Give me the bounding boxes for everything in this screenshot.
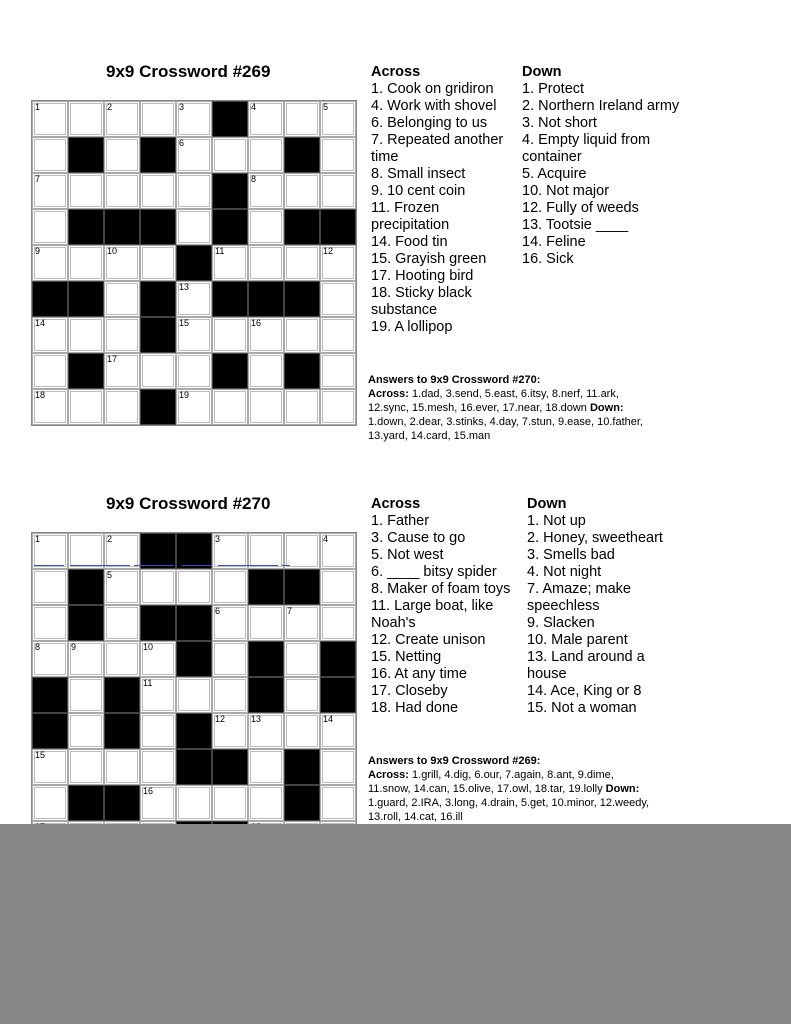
grid-cell[interactable] — [176, 353, 212, 389]
puzzle-2-answers — [368, 754, 698, 824]
down-clue: 12. Fully of weeds — [522, 200, 639, 216]
grid-cell[interactable] — [248, 713, 284, 749]
black-square — [212, 353, 248, 389]
grid-cell[interactable] — [104, 641, 140, 677]
black-square — [68, 605, 104, 641]
grid-cell[interactable] — [320, 353, 356, 389]
black-square — [140, 605, 176, 641]
clue-number: 5 — [107, 570, 113, 580]
clue-number: 6 — [215, 606, 221, 616]
grid-cell[interactable] — [104, 569, 140, 605]
down-clue: 3. Smells bad — [527, 547, 615, 563]
black-square — [176, 533, 212, 569]
answers-heading: Answers to 9x9 Crossword #269: — [368, 755, 541, 767]
clue-number: 9 — [35, 246, 41, 256]
answers-text: 1.dad, 3.send, 5.east, 6.itsy, 8.nerf, 11.ark, — [408, 388, 619, 400]
clue-number: 3 — [215, 534, 221, 544]
answers-line — [368, 810, 698, 824]
grid-cell[interactable] — [104, 281, 140, 317]
down-clue: 1. Protect — [522, 81, 585, 97]
grid-cell[interactable] — [176, 101, 212, 137]
across-clue: time — [371, 149, 399, 165]
black-square — [284, 785, 320, 821]
grid-cell[interactable] — [140, 641, 176, 677]
grid-cell[interactable] — [212, 641, 248, 677]
grid-cell[interactable] — [320, 605, 356, 641]
across-clue: 17. Closeby — [371, 683, 448, 699]
down-clue: 3. Not short — [522, 115, 597, 131]
down-clue: 2. Honey, sweetheart — [527, 530, 663, 546]
answers-text: 1.guard, 2.IRA, 3.long, 4.drain, 5.get, 10.minor, 12.weedy, — [368, 797, 650, 809]
grid-cell[interactable] — [104, 389, 140, 425]
puzzle-1-across-clues — [371, 64, 521, 336]
answers-text: 12.sync, 15.mesh, 16.ever, 17.near, 18.down — [368, 402, 590, 414]
down-clue: 10. Not major — [522, 183, 610, 199]
grid-cell[interactable] — [212, 605, 248, 641]
grid-cell[interactable] — [212, 389, 248, 425]
grid-cell[interactable] — [248, 785, 284, 821]
answers-line — [368, 429, 698, 443]
black-square — [284, 569, 320, 605]
grid-cell[interactable] — [284, 641, 320, 677]
black-square — [284, 137, 320, 173]
across-clue: Noah's — [371, 615, 416, 631]
black-square — [320, 641, 356, 677]
grid-cell[interactable] — [68, 641, 104, 677]
clue-number: 2 — [107, 102, 113, 112]
down-clue: 1. Not up — [527, 513, 586, 529]
grid-cell[interactable] — [140, 569, 176, 605]
answers-label: Across: — [368, 769, 409, 781]
grid-cell[interactable] — [68, 317, 104, 353]
clue-number: 15 — [179, 318, 190, 328]
across-clue: 5. Not west — [371, 547, 444, 563]
grid-cell[interactable] — [104, 605, 140, 641]
down-clue: 16. Sick — [522, 251, 574, 267]
grid-cell[interactable] — [32, 533, 68, 569]
clue-number: 1 — [35, 534, 41, 544]
grid-cell[interactable] — [32, 353, 68, 389]
grid-cell[interactable] — [32, 101, 68, 137]
grid-cell[interactable] — [32, 137, 68, 173]
puzzle-1-grid — [31, 100, 357, 426]
grid-cell[interactable] — [104, 353, 140, 389]
grid-cell[interactable] — [320, 245, 356, 281]
clue-number: 14 — [323, 714, 334, 724]
grid-cell[interactable] — [140, 173, 176, 209]
grid-cell[interactable] — [212, 785, 248, 821]
across-clue: 18. Sticky black — [371, 285, 472, 301]
down-clue: 7. Amaze; make — [527, 581, 631, 597]
across-heading: Across — [371, 64, 421, 80]
across-clue: 8. Small insect — [371, 166, 466, 182]
grid-cell[interactable] — [68, 713, 104, 749]
grid-cell[interactable] — [284, 101, 320, 137]
black-square — [32, 677, 68, 713]
black-square — [212, 209, 248, 245]
grid-cell[interactable] — [176, 785, 212, 821]
answers-line — [368, 782, 698, 796]
black-square — [284, 209, 320, 245]
grid-cell[interactable] — [176, 389, 212, 425]
answers-down-label: Down: — [605, 783, 640, 795]
puzzle-2-title: 9x9 Crossword #270 — [106, 494, 271, 513]
grid-cell[interactable] — [68, 389, 104, 425]
grid-cell[interactable] — [212, 677, 248, 713]
grid-cell[interactable] — [212, 245, 248, 281]
grid-cell[interactable] — [140, 245, 176, 281]
down-heading: Down — [522, 64, 562, 80]
down-clue: house — [527, 666, 567, 682]
across-clue: 1. Cook on gridiron — [371, 81, 494, 97]
clue-number: 12 — [323, 246, 334, 256]
grid-cell[interactable] — [140, 785, 176, 821]
black-square — [176, 749, 212, 785]
clue-number: 16 — [143, 786, 154, 796]
across-clue: 8. Maker of foam toys — [371, 581, 511, 597]
clue-number: 13 — [251, 714, 262, 724]
clue-number: 6 — [179, 138, 185, 148]
black-square — [176, 713, 212, 749]
grid-cell[interactable] — [284, 677, 320, 713]
puzzle-2-grid — [31, 532, 357, 858]
black-square — [284, 353, 320, 389]
black-square — [140, 389, 176, 425]
grid-cell[interactable] — [248, 245, 284, 281]
grid-cell[interactable] — [212, 569, 248, 605]
grid-cell[interactable] — [68, 677, 104, 713]
black-square — [284, 749, 320, 785]
answers-line — [368, 796, 698, 810]
clue-number: 11 — [143, 678, 153, 688]
answers-text: 1.down, 2.dear, 3.stinks, 4.day, 7.stun, 9.ease, 10.father, — [368, 416, 643, 428]
grey-overlay — [0, 824, 791, 1024]
black-square — [284, 281, 320, 317]
down-clue: speechless — [527, 598, 600, 614]
grid-cell[interactable] — [32, 389, 68, 425]
clue-number: 4 — [251, 102, 257, 112]
grid-cell[interactable] — [140, 713, 176, 749]
grid-cell[interactable] — [32, 209, 68, 245]
clue-number: 8 — [35, 642, 41, 652]
grid-cell[interactable] — [140, 749, 176, 785]
across-clue: 12. Create unison — [371, 632, 486, 648]
down-clue: 14. Feline — [522, 234, 586, 250]
down-clue: 4. Empty liquid from — [522, 132, 651, 148]
clue-number: 12 — [215, 714, 226, 724]
clue-number: 16 — [251, 318, 262, 328]
clue-number: 8 — [251, 174, 257, 184]
grid-cell[interactable] — [104, 137, 140, 173]
black-square — [140, 533, 176, 569]
answers-text: 13.yard, 14.card, 15.man — [368, 430, 491, 442]
grid-cell[interactable] — [68, 533, 104, 569]
black-square — [32, 713, 68, 749]
black-square — [68, 785, 104, 821]
grid-cell[interactable] — [68, 245, 104, 281]
clue-number: 5 — [323, 102, 329, 112]
answers-line — [368, 387, 698, 401]
grid-cell[interactable] — [284, 317, 320, 353]
answers-line — [368, 415, 698, 429]
grid-cell[interactable] — [176, 677, 212, 713]
across-clue: 14. Food tin — [371, 234, 448, 250]
black-square — [320, 677, 356, 713]
puzzle-1-down-clues — [522, 64, 722, 268]
down-heading: Down — [527, 496, 567, 512]
grid-cell[interactable] — [176, 209, 212, 245]
grid-cell[interactable] — [32, 749, 68, 785]
black-square — [212, 101, 248, 137]
grid-cell[interactable] — [104, 173, 140, 209]
across-clue: 16. At any time — [371, 666, 467, 682]
grid-cell[interactable] — [320, 137, 356, 173]
puzzle-1-answers — [368, 373, 698, 443]
clue-number: 13 — [179, 282, 190, 292]
answers-down-label: Down: — [589, 402, 624, 414]
grid-cell[interactable] — [176, 173, 212, 209]
black-square — [176, 245, 212, 281]
grid-cell[interactable] — [284, 389, 320, 425]
clue-number: 4 — [323, 534, 329, 544]
grid-cell[interactable] — [212, 713, 248, 749]
grid-cell[interactable] — [248, 173, 284, 209]
clue-number: 18 — [35, 390, 46, 400]
across-clue: 1. Father — [371, 513, 430, 529]
clue-number: 15 — [35, 750, 46, 760]
grid-cell[interactable] — [104, 245, 140, 281]
puzzle-1-title: 9x9 Crossword #269 — [106, 62, 271, 81]
grid-cell[interactable] — [68, 101, 104, 137]
answers-line — [368, 768, 698, 782]
grid-cell[interactable] — [248, 137, 284, 173]
black-square — [68, 137, 104, 173]
grid-cell[interactable] — [140, 677, 176, 713]
clue-number: 7 — [35, 174, 41, 184]
grid-cell[interactable] — [284, 533, 320, 569]
answers-text: 1.grill, 4.dig, 6.our, 7.again, 8.ant, 9.dime, — [408, 769, 614, 781]
black-square — [140, 281, 176, 317]
grid-cell[interactable] — [140, 353, 176, 389]
answers-text: 13.roll, 14.cat, 16.ill — [368, 811, 463, 823]
across-clue: 6. ____ bitsy spider — [371, 564, 497, 580]
grid-cell[interactable] — [320, 749, 356, 785]
across-clue: 3. Cause to go — [371, 530, 466, 546]
down-clue: 13. Land around a — [527, 649, 645, 665]
black-square — [248, 281, 284, 317]
answers-label: Across: — [368, 388, 409, 400]
down-clue: 2. Northern Ireland army — [522, 98, 680, 114]
down-clue: 5. Acquire — [522, 166, 587, 182]
grid-cell[interactable] — [320, 389, 356, 425]
black-square — [212, 749, 248, 785]
grid-cell[interactable] — [212, 137, 248, 173]
clue-number: 17 — [107, 354, 118, 364]
answers-text: 11.snow, 14.can, 15.olive, 17.owl, 18.tar, 19.lolly — [368, 783, 606, 795]
across-clue: precipitation — [371, 217, 450, 233]
grid-cell[interactable] — [104, 317, 140, 353]
black-square — [68, 209, 104, 245]
black-square — [104, 209, 140, 245]
grid-cell[interactable] — [176, 137, 212, 173]
black-square — [140, 209, 176, 245]
black-square — [68, 281, 104, 317]
grid-cell[interactable] — [104, 533, 140, 569]
clue-number: 11 — [215, 246, 225, 256]
grid-cell[interactable] — [32, 173, 68, 209]
black-square — [104, 713, 140, 749]
puzzle-2-down-clues — [527, 496, 727, 717]
grid-cell[interactable] — [320, 713, 356, 749]
black-square — [68, 353, 104, 389]
across-clue: 9. 10 cent coin — [371, 183, 466, 199]
grid-cell[interactable] — [32, 569, 68, 605]
grid-cell[interactable] — [284, 245, 320, 281]
grid-cell[interactable] — [284, 605, 320, 641]
down-clue: 4. Not night — [527, 564, 602, 580]
grid-cell[interactable] — [32, 317, 68, 353]
grid-cell[interactable] — [176, 281, 212, 317]
across-clue: 7. Repeated another — [371, 132, 504, 148]
down-clue: 10. Male parent — [527, 632, 628, 648]
grid-cell[interactable] — [176, 569, 212, 605]
puzzle-2-across-clues — [371, 496, 527, 717]
grid-cell[interactable] — [248, 749, 284, 785]
black-square — [32, 281, 68, 317]
grid-cell[interactable] — [248, 353, 284, 389]
grid-cell[interactable] — [32, 641, 68, 677]
grid-cell[interactable] — [320, 317, 356, 353]
grid-cell[interactable] — [140, 101, 176, 137]
grid-cell[interactable] — [320, 569, 356, 605]
across-heading: Across — [371, 496, 421, 512]
grid-cell[interactable] — [284, 173, 320, 209]
down-clue: 9. Slacken — [527, 615, 595, 631]
grid-cell[interactable] — [320, 533, 356, 569]
clue-number: 2 — [107, 534, 113, 544]
grid-cell[interactable] — [32, 605, 68, 641]
grid-cell[interactable] — [212, 317, 248, 353]
grid-cell[interactable] — [176, 317, 212, 353]
black-square — [176, 641, 212, 677]
across-clue: 19. A lollipop — [371, 319, 453, 335]
down-clue: container — [522, 149, 582, 165]
across-clue: 15. Netting — [371, 649, 442, 665]
clue-number: 1 — [35, 102, 41, 112]
grid-cell[interactable] — [32, 245, 68, 281]
grid-cell[interactable] — [248, 533, 284, 569]
answers-heading: Answers to 9x9 Crossword #270: — [368, 374, 541, 386]
down-clue: 14. Ace, King or 8 — [527, 683, 642, 699]
grid-cell[interactable] — [320, 173, 356, 209]
across-clue: 11. Large boat, like — [371, 598, 494, 614]
clue-number: 19 — [179, 390, 190, 400]
black-square — [248, 641, 284, 677]
down-clue: 13. Tootsie ____ — [522, 217, 629, 233]
grid-cell[interactable] — [212, 533, 248, 569]
grid-cell[interactable] — [248, 209, 284, 245]
grid-cell[interactable] — [104, 101, 140, 137]
black-square — [248, 677, 284, 713]
clue-number: 7 — [287, 606, 293, 616]
down-clue: 15. Not a woman — [527, 700, 637, 716]
across-clue: 15. Grayish green — [371, 251, 487, 267]
grid-cell[interactable] — [68, 749, 104, 785]
black-square — [212, 173, 248, 209]
grid-cell[interactable] — [248, 101, 284, 137]
grid-cell[interactable] — [248, 317, 284, 353]
clue-number: 10 — [143, 642, 154, 652]
grid-cell[interactable] — [320, 101, 356, 137]
clue-number: 3 — [179, 102, 185, 112]
black-square — [212, 281, 248, 317]
across-clue: 18. Had done — [371, 700, 459, 716]
black-square — [68, 569, 104, 605]
across-clue: 4. Work with shovel — [371, 98, 497, 114]
grid-cell[interactable] — [248, 389, 284, 425]
clue-number: 14 — [35, 318, 46, 328]
grid-cell[interactable] — [32, 785, 68, 821]
grid-cell[interactable] — [320, 785, 356, 821]
grid-cell[interactable] — [248, 605, 284, 641]
black-square — [140, 137, 176, 173]
grid-cell[interactable] — [320, 281, 356, 317]
across-clue: substance — [371, 302, 438, 318]
grid-cell[interactable] — [68, 173, 104, 209]
grid-cell[interactable] — [104, 749, 140, 785]
clue-number: 10 — [107, 246, 118, 256]
black-square — [140, 317, 176, 353]
black-square — [104, 785, 140, 821]
across-clue: 17. Hooting bird — [371, 268, 474, 284]
answers-line — [368, 401, 698, 415]
black-square — [320, 209, 356, 245]
across-clue: 6. Belonging to us — [371, 115, 488, 131]
black-square — [104, 677, 140, 713]
black-square — [176, 605, 212, 641]
black-square — [248, 569, 284, 605]
clue-number: 9 — [71, 642, 77, 652]
grid-cell[interactable] — [284, 713, 320, 749]
across-clue: 11. Frozen — [371, 200, 440, 216]
